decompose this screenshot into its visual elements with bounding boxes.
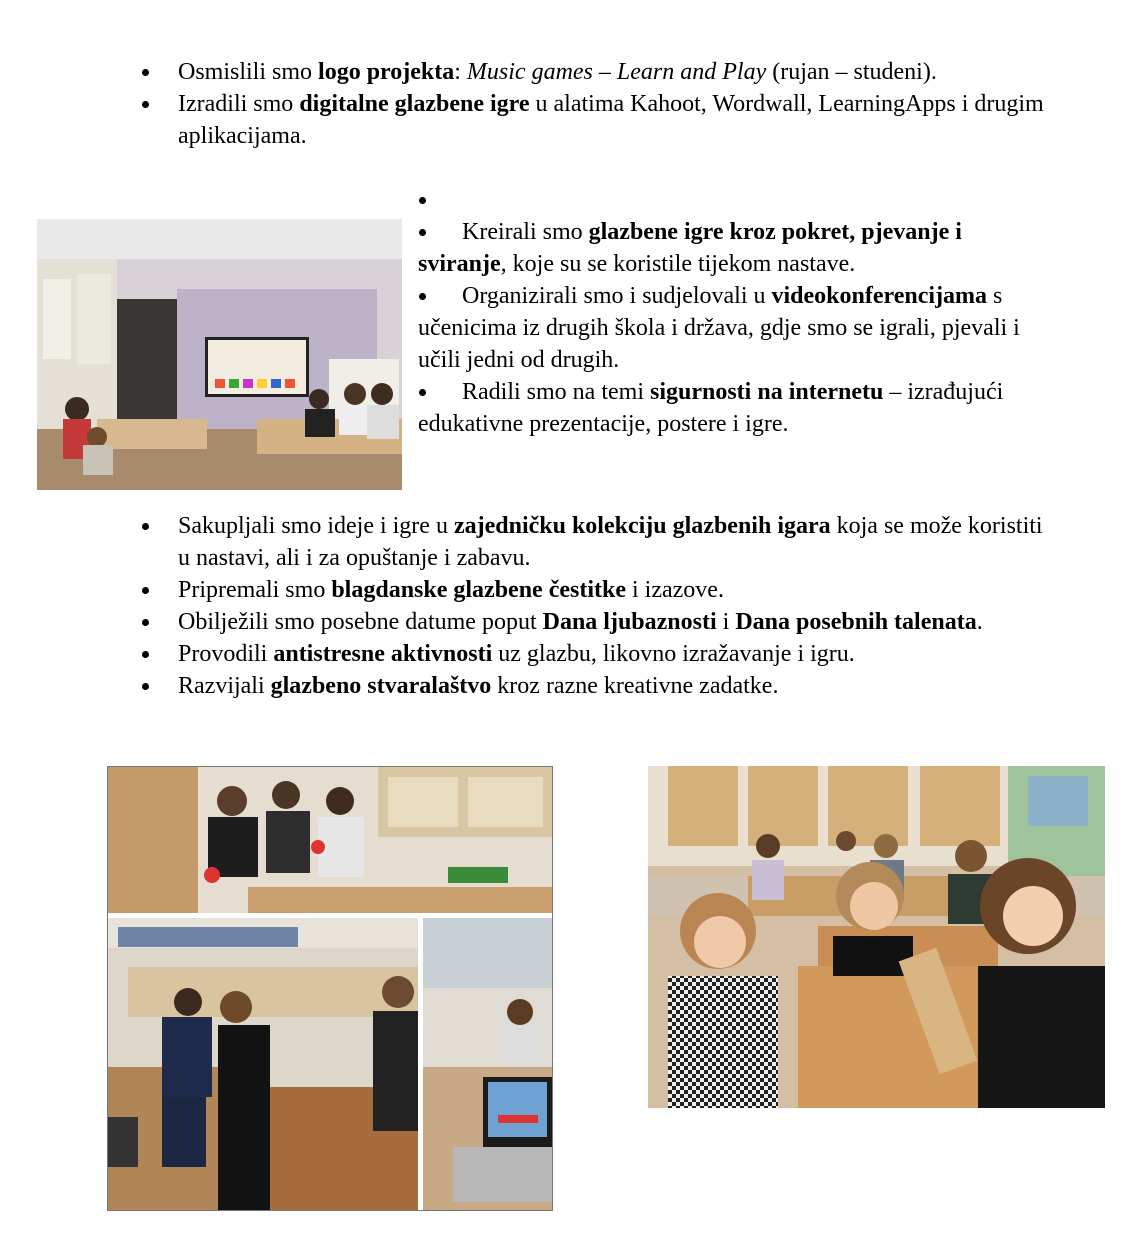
list-item-text: Kreirali smo: [462, 219, 589, 245]
list-item-text: Obilježili smo posebne datume poput: [178, 609, 543, 635]
list-item-text: Izradili smo: [178, 91, 300, 117]
bullet-list-bottom: [178, 510, 1058, 702]
list-item-text: logo projekta: [318, 59, 455, 85]
list-item-text: s učenicima iz drugih škola i država, gdje smo se igrali, pjevali i učili jedni od drugih.: [418, 283, 1020, 373]
list-item-text: i: [716, 609, 736, 635]
list-item: [178, 88, 1058, 152]
list-item-text: Dana ljubaznosti: [542, 609, 717, 635]
list-item-text: – izrađujući edukativne prezentacije, postere i igre.: [418, 379, 1004, 437]
list-item-text: zajedničku kolekciju glazbenih igara: [453, 513, 831, 539]
list-item-text: glazbene igre kroz pokret, pjevanje i sviranje: [418, 219, 962, 277]
list-item: [178, 56, 1058, 88]
list-item-text: , koje su se koristile tijekom nastave.: [500, 251, 856, 277]
list-item: [178, 574, 1058, 606]
list-item-text: videokonferencijama: [771, 283, 988, 309]
list-item-text: Radili smo na temi: [462, 379, 650, 405]
list-item-text: digitalne glazbene igre: [299, 91, 530, 117]
list-item-text: Sakupljali smo ideje i igre u: [178, 513, 454, 539]
list-item-text: Osmislili smo: [178, 59, 319, 85]
bullet-list-middle: [418, 184, 1028, 440]
list-item-text: Provodili: [178, 641, 274, 667]
list-item: [178, 606, 1058, 638]
list-item-text: Organizirali smo i sudjelovali u: [462, 283, 772, 309]
list-item-text: koja se može koristiti u nastavi, ali i za opuštanje i zabavu.: [178, 513, 1043, 571]
list-item-text: glazbeno stvaralaštvo: [270, 673, 492, 699]
list-item-text: i izazove.: [626, 577, 724, 603]
list-item-text: blagdanske glazbene čestitke: [331, 577, 626, 603]
list-item-text: Razvijali: [178, 673, 271, 699]
list-item: [418, 376, 1028, 440]
list-item: [418, 184, 1028, 216]
list-item: [418, 280, 1028, 376]
list-item-text: :: [454, 59, 467, 85]
list-item-text: kroz razne kreativne zadatke.: [491, 673, 779, 699]
students-photo: [648, 766, 1105, 1108]
list-item-text: uz glazbu, likovno izražavanje i igru.: [492, 641, 855, 667]
list-item-text: u alatima Kahoot, Wordwall, LearningApps i drugim aplikacijama.: [178, 91, 1044, 149]
classroom-photo-icon: [37, 219, 402, 490]
list-item: [418, 216, 1028, 280]
list-item-text: Dana posebnih talenata: [735, 609, 977, 635]
list-item-text: Pripremali smo: [178, 577, 332, 603]
collage-photo-icon: [108, 767, 552, 1210]
classroom-photo: [37, 219, 402, 490]
list-item-text: Music games – Learn and Play: [466, 59, 767, 85]
list-item-text: antistresne aktivnosti: [273, 641, 493, 667]
list-item-text: .: [976, 609, 983, 635]
list-item-text: (rujan – studeni).: [766, 59, 937, 85]
bullet-list-top: [178, 56, 1058, 152]
collage-photo: [107, 766, 553, 1211]
students-photo-icon: [648, 766, 1105, 1108]
list-item-text: sigurnosti na internetu: [649, 379, 884, 405]
list-item: [178, 510, 1058, 574]
list-item: [178, 670, 1058, 702]
list-item: [178, 638, 1058, 670]
